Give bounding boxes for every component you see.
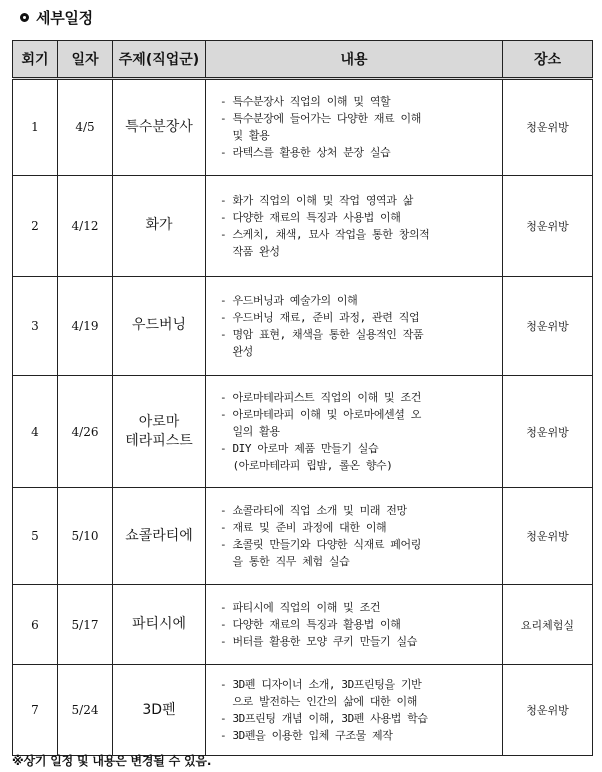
circle-bullet-icon xyxy=(20,13,29,22)
content-list xyxy=(220,676,494,744)
content-line: - 화가 직업의 이해 및 작업 영역과 삶 xyxy=(220,193,413,207)
column-header-date: 일자 xyxy=(58,41,113,79)
section-title: 세부일정 xyxy=(36,8,93,27)
session-number-cell: 7 xyxy=(13,665,58,756)
place-cell: 청운위방 xyxy=(503,376,593,487)
content-cell xyxy=(206,487,503,585)
table-row xyxy=(13,79,593,176)
content-line: 으로 발전하는 인간의 삶에 대한 이해 xyxy=(220,695,417,709)
date-cell: 4/12 xyxy=(58,175,113,276)
table-row xyxy=(13,376,593,487)
topic-line: 우드버닝 xyxy=(131,317,187,334)
content-cell xyxy=(206,585,503,665)
content-line: - 재료 및 준비 과정에 대한 이해 xyxy=(220,521,387,535)
content-cell xyxy=(206,376,503,487)
content-list xyxy=(220,599,494,650)
place-cell: 요리체험실 xyxy=(503,585,593,665)
topic-cell xyxy=(113,585,206,665)
topic-line: 테라피스트 xyxy=(125,432,193,449)
content-list xyxy=(220,502,494,570)
place-cell: 청운위방 xyxy=(503,665,593,756)
session-number-cell: 5 xyxy=(13,487,58,585)
topic-cell xyxy=(113,276,206,376)
content-cell xyxy=(206,665,503,756)
topic-cell xyxy=(113,487,206,585)
content-line: - 특수분장에 들어가는 다양한 재료 이해 xyxy=(220,112,421,126)
content-line: 및 활용 xyxy=(220,129,270,143)
content-line: 작품 완성 xyxy=(220,244,280,258)
content-line: - 3D펜을 이용한 입체 구조물 제작 xyxy=(220,729,393,743)
table-row xyxy=(13,487,593,585)
table-row xyxy=(13,276,593,376)
topic-cell xyxy=(113,79,206,176)
content-line: - 다양한 재료의 특징과 사용법 이해 xyxy=(220,210,401,224)
date-cell: 4/26 xyxy=(58,376,113,487)
place-cell: 청운위방 xyxy=(503,175,593,276)
content-line: - 스케치, 채색, 묘사 작업을 통한 창의적 xyxy=(220,227,430,241)
schedule-note: ※상기 일정 및 내용은 변경될 수 있음. xyxy=(12,754,212,768)
schedule-table xyxy=(12,40,593,756)
content-line: - DIY 아로마 제품 만들기 실습 xyxy=(220,442,379,456)
content-line: - 다양한 재료의 특징과 활용법 이해 xyxy=(220,618,401,632)
content-line: - 초콜릿 만들기와 다양한 식재료 페어링 xyxy=(220,538,421,552)
column-header-place: 장소 xyxy=(503,41,593,79)
content-line: - 아로마테라피 이해 및 아로마에센셜 오 xyxy=(220,408,421,422)
topic-line: 파티시에 xyxy=(131,616,187,633)
content-line: - 우드버닝 재료, 준비 과정, 관련 직업 xyxy=(220,310,420,324)
content-list xyxy=(220,192,494,260)
topic-line: 아로마 xyxy=(138,413,180,430)
session-number-cell: 6 xyxy=(13,585,58,665)
date-cell: 4/5 xyxy=(58,79,113,176)
content-line: - 아로마테라피스트 직업의 이해 및 조건 xyxy=(220,391,421,405)
date-cell: 5/24 xyxy=(58,665,113,756)
place-cell: 청운위방 xyxy=(503,276,593,376)
topic-cell xyxy=(113,665,206,756)
content-line: - 쇼콜라티에 직업 소개 및 미래 전망 xyxy=(220,504,407,518)
session-number-cell: 2 xyxy=(13,175,58,276)
content-line: - 특수분장사 직업의 이해 및 역할 xyxy=(220,95,391,109)
content-line: (아로마테라피 립밤, 롤온 향수) xyxy=(220,459,393,473)
topic-line: 3D펜 xyxy=(142,701,176,718)
table-row xyxy=(13,175,593,276)
topic-line: 특수분장사 xyxy=(125,118,193,135)
content-cell xyxy=(206,79,503,176)
place-cell: 청운위방 xyxy=(503,79,593,176)
content-list xyxy=(220,93,494,161)
content-line: - 라텍스를 활용한 상처 분장 실습 xyxy=(220,146,391,160)
content-line: - 파티시에 직업의 이해 및 조건 xyxy=(220,601,381,615)
session-number-cell: 4 xyxy=(13,376,58,487)
content-line: - 우드버닝과 예술가의 이해 xyxy=(220,293,358,307)
column-header-content: 내용 xyxy=(206,41,503,79)
table-row xyxy=(13,585,593,665)
place-cell: 청운위방 xyxy=(503,487,593,585)
column-header-session: 회기 xyxy=(13,41,58,79)
content-list xyxy=(220,292,494,360)
column-header-topic: 주제(직업군) xyxy=(113,41,206,79)
content-line: 을 통한 직무 체험 실습 xyxy=(220,555,350,569)
content-list xyxy=(220,389,494,474)
topic-line: 화가 xyxy=(145,217,173,234)
table-header-row xyxy=(13,41,593,79)
date-cell: 5/10 xyxy=(58,487,113,585)
date-cell: 5/17 xyxy=(58,585,113,665)
topic-cell xyxy=(113,376,206,487)
session-number-cell: 3 xyxy=(13,276,58,376)
table-row xyxy=(13,665,593,756)
session-number-cell: 1 xyxy=(13,79,58,176)
topic-cell xyxy=(113,175,206,276)
content-line: - 3D프린팅 개념 이해, 3D펜 사용법 학습 xyxy=(220,712,428,726)
content-line: 일의 활용 xyxy=(220,425,280,439)
content-line: 완성 xyxy=(220,344,253,358)
date-cell: 4/19 xyxy=(58,276,113,376)
content-line: - 명암 표현, 채색을 통한 실용적인 작품 xyxy=(220,327,424,341)
content-line: - 3D펜 디자이너 소개, 3D프린팅을 기반 xyxy=(220,678,422,692)
content-line: - 버터를 활용한 모양 쿠키 만들기 실습 xyxy=(220,635,417,649)
topic-line: 쇼콜라티에 xyxy=(125,527,193,544)
content-cell xyxy=(206,276,503,376)
content-cell xyxy=(206,175,503,276)
section-heading xyxy=(20,6,93,28)
